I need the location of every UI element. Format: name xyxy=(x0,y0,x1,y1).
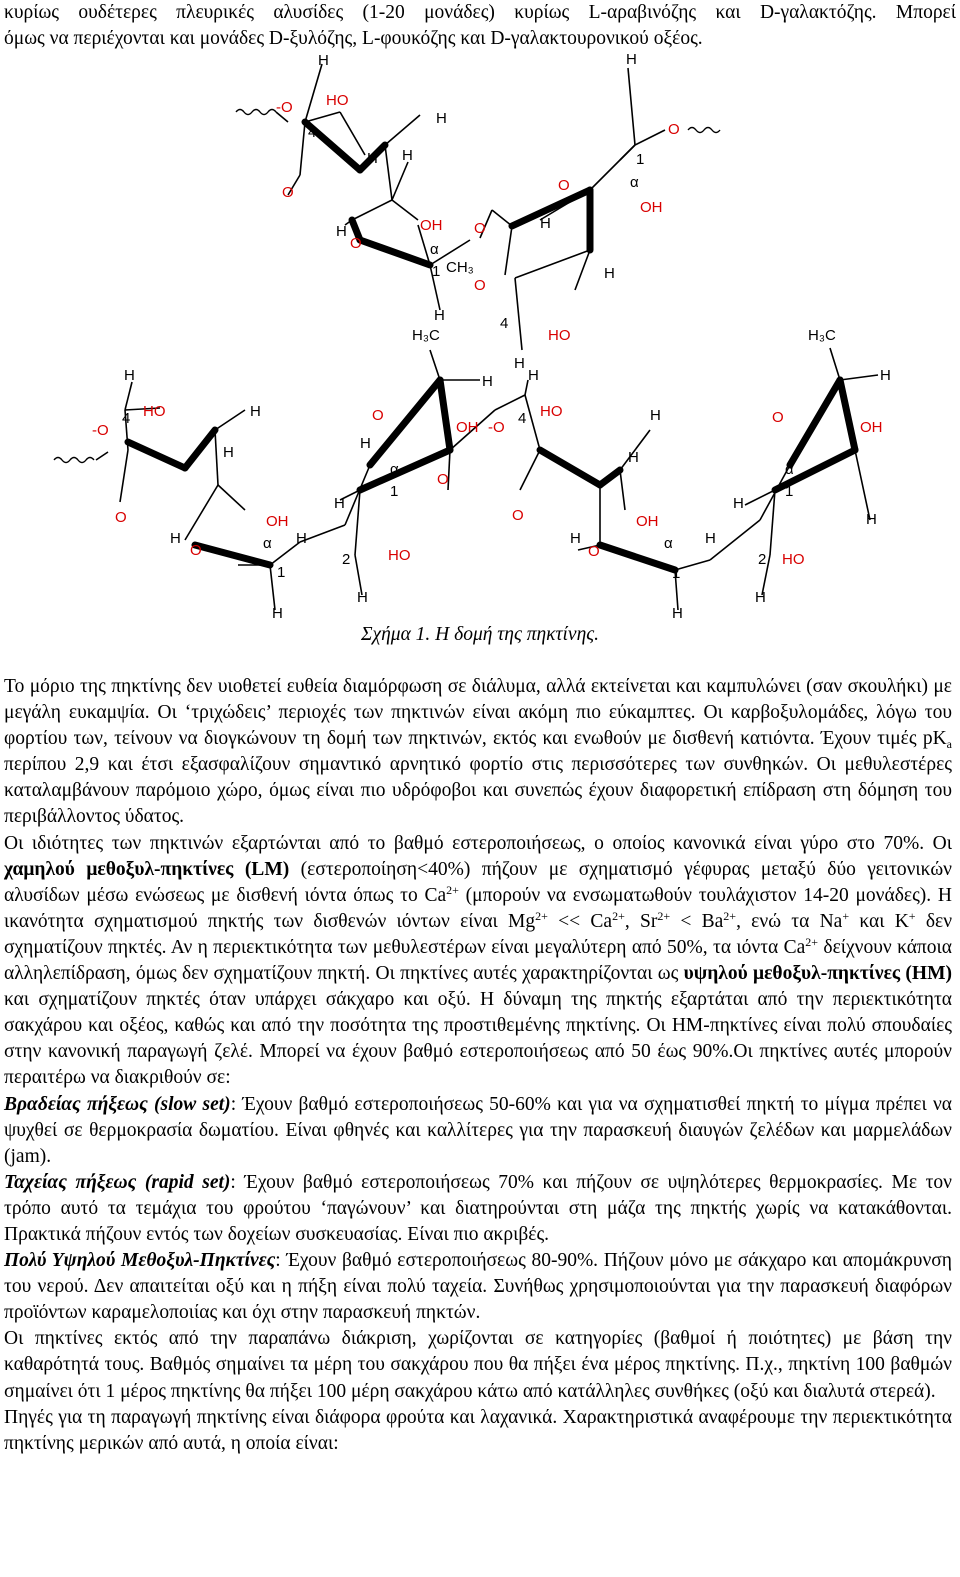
atom-label: O xyxy=(512,507,524,524)
atom-label: H xyxy=(540,215,551,232)
bold-term-lm: χαμηλού μεθοξυλ-πηκτίνες (LM) xyxy=(4,858,290,880)
atom-label: H xyxy=(223,444,234,461)
text-run: Το μόριο της πηκτίνης δεν υιοθετεί ευθεία διαμόρφωση σε διάλυμα, αλλά εκτείνεται και καμπυλώνει (σαν σκουλήκι) με μεγάλη ευκαμψία. Οι ‘τριχώδεις’ περιοχές των πηκτινών είναι ακόμη πιο εύκαμπτες. Οι καρβοξυλομάδες, λόγω του φορτίου των, τείνουν να διογκώνουν τη δομή των πηκτινών, εκτός και ενωθούν με δισθενή κατιόντα. Έχουν τιμές pK xyxy=(4,676,952,750)
atom-label: O xyxy=(350,235,362,252)
term-rapid-set: Ταχείας πήξεως (rapid set) xyxy=(4,1171,231,1193)
atom-label: H xyxy=(170,530,181,547)
atom-label: H xyxy=(514,355,525,372)
paragraph-rapid-set xyxy=(4,1170,952,1248)
atom-label: H₃C xyxy=(808,327,836,344)
text-run: : Έχουν βαθμό εστεροποιήσεως 80-90%. Πήζουν μόνο με σάκχαρο και απομάκρυνση του νερού. Δεν απαιτείται οξύ και η πήξη είναι πολύ ταχεία. Συνήθως χρησιμοποιούνται για την παρασκευή διαφόρων προϊόντων καραμελοποιίας και όχι στην παρασκευή πηκτών. xyxy=(4,1250,952,1324)
atom-label: O xyxy=(437,471,449,488)
atom-label: H xyxy=(318,52,329,69)
wavy-bond-icon xyxy=(54,458,94,463)
ring-lower-right xyxy=(710,327,891,606)
atom-label: H xyxy=(880,367,891,384)
atom-label: OH xyxy=(456,419,479,436)
text-run: και σχηματίζουν πηκτές όταν υπάρχει σάκχαρο και οξύ. Η δύναμη της πηκτής εξαρτάται από την περιεκτικότητα σακχάρου και οξέος, καθώς και από την ποσότητα της προστιθεμένης πηκτίνης. Οι HM-πηκτίνες είναι πολύ σπουδαίες στην κανονική παραγωγή ζελέ. Μπορεί να έχουν βαθμό εστεροποιήσεως από 50 έως 90%.Οι πηκτίνες αυτές μπορούν περαιτέρω να διακριθούν σε: xyxy=(4,989,952,1089)
atom-label: 4 xyxy=(122,410,131,427)
atom-label: H xyxy=(272,605,283,622)
atom-label: H xyxy=(434,307,445,324)
atom-label: O xyxy=(772,409,784,426)
text-run: , ενώ τα Na xyxy=(736,910,843,932)
text-run: (μπορούν να ενσωματωθούν τουλάχιστον 14-20 μονάδες). Η ικανότητα σχηματισμού πηκτής των δισθενών ιόντων είναι Mg xyxy=(4,884,953,932)
atom-label: OH xyxy=(860,419,883,436)
superscript: 2+ xyxy=(805,934,819,949)
atom-label: O xyxy=(588,543,600,560)
atom-label: 1 xyxy=(432,263,441,280)
atom-label: H xyxy=(436,110,447,127)
atom-label: H xyxy=(650,407,661,424)
atom-label: HO xyxy=(326,92,349,109)
atom-label: H xyxy=(367,150,378,167)
body-text xyxy=(4,674,952,1457)
atom-label: HO xyxy=(388,547,411,564)
superscript: + xyxy=(842,908,850,923)
atom-label: -O xyxy=(276,99,293,116)
atom-label: CH₃ xyxy=(446,259,474,276)
atom-label: 1 xyxy=(390,483,399,500)
atom-label: H xyxy=(360,435,371,452)
atom-label: -O xyxy=(92,422,109,439)
atom-label: H xyxy=(626,51,637,68)
atom-label: 4 xyxy=(518,410,527,427)
atom-label: H xyxy=(604,265,615,282)
superscript: + xyxy=(908,908,916,923)
atom-label: H xyxy=(124,367,135,384)
pectin-structure-figure xyxy=(0,50,960,630)
ring-upper-right xyxy=(474,51,720,372)
bold-term-hm: υψηλού μεθοξυλ-πηκτίνες (HM) xyxy=(683,963,952,985)
ring-lower-left xyxy=(54,367,307,622)
text-run: και K xyxy=(849,910,909,932)
atom-label: HO xyxy=(540,403,563,420)
wavy-bond-icon xyxy=(688,128,720,133)
superscript: 2+ xyxy=(535,908,548,923)
text-run: περίπου 2,9 και έτσι εξασφαλίζουν σημαντικό αρνητικό φορτίο στις περισσότερες των συνθηκών. Οι μεθυλεστέρες καταλαμβάνουν παρόμοιο χώρο, όμως είναι πιο υδρόφοβοι και συνεπώς έχουν διαφορετική επίδραση στη δόμηση του περιβάλλοντος ύδατος. xyxy=(4,754,952,828)
superscript: 2+ xyxy=(612,908,625,923)
atom-label: 1 xyxy=(636,151,645,168)
atom-label: O xyxy=(668,121,680,138)
text-run: δεν σχηματίζουν πηκτές. Αν η περιεκτικότητα των μεθυλεστέρων είναι μεγαλύτερη από 50%, τα ιόντα Ca xyxy=(4,910,953,958)
atom-label: H xyxy=(755,589,766,606)
atom-label: H xyxy=(402,147,413,164)
atom-label: HO xyxy=(548,327,571,344)
atom-label: O xyxy=(282,184,294,201)
atom-label: 4 xyxy=(500,315,509,332)
atom-label: 2 xyxy=(342,551,351,568)
text-run: < Ba xyxy=(670,910,724,932)
atom-label: H xyxy=(705,530,716,547)
atom-label: OH xyxy=(636,513,659,530)
atom-label: O xyxy=(474,220,486,237)
intro-text xyxy=(4,0,956,52)
paragraph-2 xyxy=(4,831,952,1092)
atom-label: α xyxy=(263,535,272,552)
atom-label: H xyxy=(628,449,639,466)
text-run: << Ca xyxy=(547,910,613,932)
atom-label: OH xyxy=(640,199,663,216)
paragraph-4: Πηγές για τη παραγωγή πηκτίνης είναι διάφορα φρούτα και λαχανικά. Χαρακτηριστικά αναφέρουμε την περιεκτικότητα πηκτίνης μερικών από αυτά, η οποία είναι: xyxy=(4,1406,952,1454)
atom-label: O xyxy=(558,177,570,194)
atom-label: α xyxy=(785,461,794,478)
atom-label: O xyxy=(474,277,486,294)
atom-label: H xyxy=(866,511,877,528)
atom-label: H xyxy=(357,589,368,606)
atom-label: OH xyxy=(266,513,289,530)
atom-label: O xyxy=(115,509,127,526)
atom-label: O xyxy=(190,542,202,559)
figure-caption: Σχήμα 1. Η δομή της πηκτίνης. xyxy=(360,624,600,645)
atom-label: H₃C xyxy=(412,327,440,344)
superscript: 2+ xyxy=(657,908,671,923)
atom-label: H xyxy=(570,530,581,547)
ring-lower-middle xyxy=(300,327,495,606)
atom-label: HO xyxy=(143,403,166,420)
intro-line-1: κυρίως ουδέτερες πλευρικές αλυσίδες (1-20 μονάδες) κυρίως L-αραβινόζης και D-γαλακτόζης. Μπορεί xyxy=(4,2,956,23)
text-run: Οι ιδιότητες των πηκτινών εξαρτώνται από το βαθμό εστεροποιήσεως, ο οποίος κανονικά είναι γύρο στο 70%. Οι xyxy=(4,832,952,854)
atom-label: H xyxy=(482,373,493,390)
paragraph-very-high xyxy=(4,1248,952,1326)
text-run: (εστεροποίηση<40%) πήζουν με σχηματισμό γέφυρας μεταξύ δύο γειτονικών αλυσίδων μέσω ενώσεως με δισθενή ιόντα όπως το Ca xyxy=(4,858,952,906)
paragraph-slow-set xyxy=(4,1092,952,1170)
paragraph-3: Οι πηκτίνες εκτός από την παραπάνω διάκριση, χωρίζονται σε κατηγορίες (βαθμοί ή ποιότητες) με βάση την καθαρότητά τους. Βαθμός σημαίνει τα μέρη του σακχάρου που θα πήξει ένα μέρος πηκτίνης. Π.χ., πηκτίνη 100 βαθμών σημαίνει ότι 1 μέρος πηκτίνης θα πήξει 100 μέρη σακχάρου κάτω από κατάλληλες συνθήκες (οξύ και διαλυτά στερεά). xyxy=(4,1328,952,1402)
atom-label: HO xyxy=(782,551,805,568)
atom-label: α xyxy=(630,174,639,191)
ring-upper-left xyxy=(236,52,474,324)
text-run: : Έχουν βαθμό εστεροποιήσεως 70% και πήζουν σε υψηλότερες θερμοκρασίες. Με τον τρόπο αυτό τα τεμάχια του φρούτου ‘παγώνουν’ και διατηρούνται στη μάζα της πηκτής χωρίς να κατακάθονται. Πρακτικά πήζουν εντός των δοχείων συσκευασίας. Είναι πιο ακριβές. xyxy=(4,1171,952,1245)
paragraph-1 xyxy=(4,674,952,831)
intro-line-2: όμως να περιέχονται και μονάδες D-ξυλόζης, L-φουκόζης και D-γαλακτουρονικού οξέος. xyxy=(4,28,703,49)
atom-label: α xyxy=(664,535,673,552)
atom-label: H xyxy=(334,495,345,512)
atom-label: 1 xyxy=(785,483,794,500)
subscript: a xyxy=(946,737,952,752)
atom-label: 1 xyxy=(672,565,681,582)
atom-label: α xyxy=(390,461,399,478)
atom-label: H xyxy=(733,495,744,512)
wavy-bond-icon xyxy=(236,110,276,115)
superscript: 2+ xyxy=(723,908,737,923)
atom-label: H xyxy=(250,403,261,420)
atom-label: H xyxy=(528,367,539,384)
text-run: : Έχουν βαθμό εστεροποιήσεως 50-60% και για να σχηματισθεί πηκτή το μίγμα πρέπει να ψυχθεί σε θερμοκρασία δωματίου. Είναι φθηνές και καλλίτερες για την παρασκευή διαυγών ζελέδων και μαρμελάδων (jam). xyxy=(4,1093,952,1167)
atom-label: H xyxy=(296,530,307,547)
atom-label: -O xyxy=(488,419,505,436)
superscript: 2+ xyxy=(446,882,459,897)
atom-label: 4 xyxy=(308,124,317,141)
term-slow-set: Βραδείας πήξεως (slow set) xyxy=(4,1093,231,1115)
atom-label: H xyxy=(672,605,683,622)
atom-label: H xyxy=(336,223,347,240)
ring-lower-center-right xyxy=(488,367,716,622)
text-run: , Sr xyxy=(624,910,658,932)
atom-label: 1 xyxy=(277,564,286,581)
term-very-high-methoxyl: Πολύ Υψηλού Μεθοξυλ-Πηκτίνες xyxy=(4,1250,276,1272)
text-run: δείχνουν κάποια αλληλεπίδραση, όμως δεν σχηματίζουν πηκτή. Οι πηκτίνες αυτές χαρακτηρίζονται ως xyxy=(4,936,952,985)
atom-label: 2 xyxy=(758,551,767,568)
atom-label: α xyxy=(430,241,439,258)
atom-label: O xyxy=(372,407,384,424)
atom-label: OH xyxy=(420,217,443,234)
